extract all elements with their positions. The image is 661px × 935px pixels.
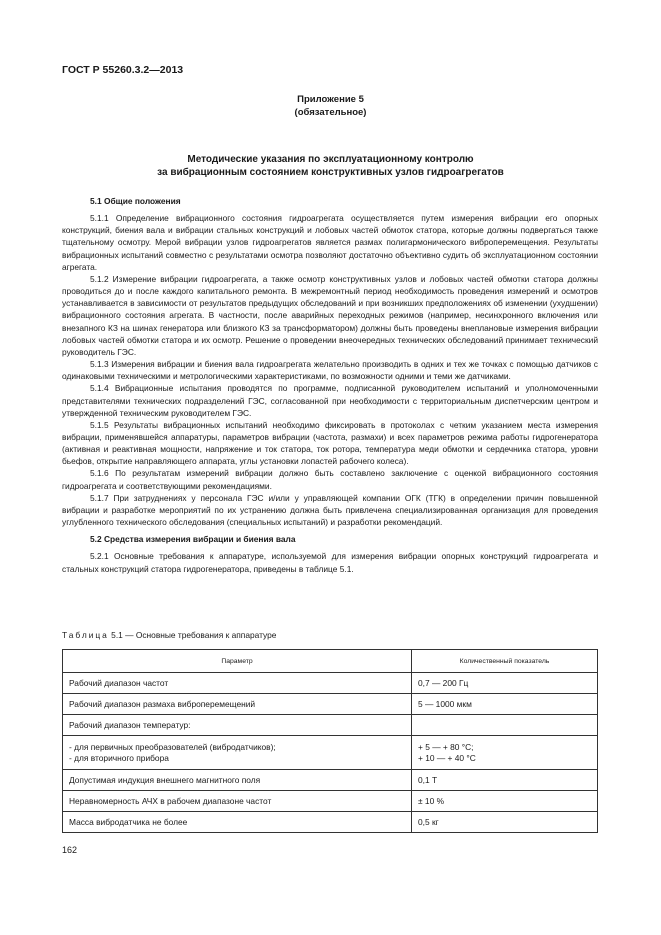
document-title: [0, 153, 661, 179]
table-row: [63, 694, 598, 715]
paragraph-5-2-1: 5.2.1 Основные требования к аппаратуре, используемой для измерения вибрации опорных конструкций гидроагрегата и стальных конструкций статора гидрогенератора, приведены в таблице 5.1.: [62, 551, 598, 574]
section-heading-5-2: 5.2 Средства измерения вибрации и биения вала: [90, 534, 296, 545]
cell-param: Рабочий диапазон частот: [63, 673, 412, 694]
annex-status: (обязательное): [294, 107, 367, 118]
table-row: [63, 770, 598, 791]
cell-value-line: + 10 — + 40 °C: [418, 752, 476, 763]
cell-value: 5 — 1000 мкм: [412, 694, 598, 715]
body-text: [62, 195, 598, 575]
cell-value: 0,1 Т: [412, 770, 598, 791]
paragraph-5-1-5: 5.1.5 Результаты вибрационных испытаний необходимо фиксировать в протоколах с четким указанием места измерения вибрации, применявшейся аппаратуры, параметров вибрации (частота, размахи) и всех параметров режима работы гидрогенератора (активная и реактивная мощности, напряжение и ток статора, ток ротора, температура меди обмотки и сердечника статора, уровни бьефов, открытие направляющего аппарата, углы установки лопастей рабочего колеса).: [62, 419, 598, 467]
annex-label: Приложение 5: [297, 94, 364, 105]
table-row: [63, 736, 598, 770]
paragraph-5-1-7: 5.1.7 При затруднениях у персонала ГЭС и/или у управляющей компании ОГК (ТГК) в определении причин повышенной вибрации и разработке мероприятий по их устранению должна быть привлечена специализированная организация для проведения углубленного технического обследования (специальных испытаний) и разработки рекомендаций.: [62, 492, 598, 528]
header-param: Параметр: [63, 650, 412, 673]
cell-value: [412, 736, 598, 770]
cell-param: Неравномерность АЧХ в рабочем диапазоне частот: [63, 791, 412, 812]
cell-param-line: - для первичных преобразователей (вибродатчиков);: [69, 741, 276, 752]
cell-param: Рабочий диапазон температур:: [63, 715, 412, 736]
requirements-table: [62, 649, 598, 833]
standard-header: ГОСТ Р 55260.3.2—2013: [62, 64, 184, 76]
paragraph-5-1-6: 5.1.6 По результатам измерений вибрации должно быть составлено заключение с оценкой вибрационного состояния гидроагрегата и соответствующими рекомендациями.: [62, 468, 598, 491]
table-row: [63, 812, 598, 833]
table-caption-text: 5.1 — Основные требования к аппаратуре: [111, 630, 277, 640]
cell-param: Рабочий диапазон размаха виброперемещений: [63, 694, 412, 715]
table-header-row: [63, 650, 598, 673]
paragraph-5-1-1: 5.1.1 Определение вибрационного состояния гидроагрегата осуществляется путем измерения вибрации его опорных конструкций, биения вала и вибрации стальных конструкций и лобовых частей обмоток статора, которые должны подвергаться также тщательному осмотру. Мерой вибрации узлов гидроагрегатов является размах полигармонического виброперемещения. Результаты вибрационных испытаний совместно с результатами осмотра позволяют достаточно объективно судить об эксплуатационном состоянии агрегата.: [62, 213, 598, 272]
cell-value: [412, 715, 598, 736]
paragraph-5-1-2: 5.1.2 Измерение вибрации гидроагрегата, а также осмотр конструктивных узлов и лобовых частей обмотки статора должны проводиться до и после каждого капитального ремонта. В межремонтный период необходимость проведения измерений и осмотров устанавливается в зависимости от результатов предыдущих обследований и при возникших предположениях об изменении (ухудшении) вибрационного состояния агрегата. В частности, после аварийных переходных режимов (например, несинхронного включения или внезапного КЗ на шинах генератора или близкого КЗ за трансформатором) должны быть проведены внеплановые измерения вибрации лобовых частей обмотки статора и их осмотр. Решение о проведении внеочередных технических обследований принимает технический руководитель ГЭС.: [62, 273, 598, 357]
header-value: Количественный показатель: [412, 650, 598, 673]
table-row: [63, 715, 598, 736]
title-line-2: за вибрационным состоянием конструктивных узлов гидроагрегатов: [157, 167, 504, 178]
annex-heading: [0, 93, 661, 119]
cell-param: [63, 736, 412, 770]
table-row: [63, 673, 598, 694]
cell-value: 0,7 — 200 Гц: [412, 673, 598, 694]
page-number: 162: [62, 845, 78, 855]
title-line-1: Методические указания по эксплуатационному контролю: [187, 154, 474, 165]
cell-param-line: - для вторичного прибора: [69, 752, 169, 763]
cell-value: ± 10 %: [412, 791, 598, 812]
cell-value: 0,5 кг: [412, 812, 598, 833]
paragraph-5-1-3: 5.1.3 Измерения вибрации и биения вала гидроагрегата желательно производить в одних и тех же точках с помощью датчиков с одинаковыми техническими и метрологическими характеристиками, по возможности одними и теми же датчиками.: [62, 359, 598, 382]
cell-value-line: + 5 — + 80 °C;: [418, 741, 474, 752]
cell-param: Масса вибродатчика не более: [63, 812, 412, 833]
table-caption: [62, 630, 276, 640]
table-caption-word: Таблица: [62, 630, 109, 640]
section-heading-5-1: 5.1 Общие положения: [90, 196, 181, 206]
paragraph-5-1-4: 5.1.4 Вибрационные испытания проводятся по программе, подписанной руководителем испытаний и уполномоченными представителями технических подразделений ГЭС, согласованной при необходимости с территориальным диспетчерским центром и утвержденной техническим руководителем ГЭС.: [62, 383, 598, 418]
table-row: [63, 791, 598, 812]
cell-param: Допустимая индукция внешнего магнитного поля: [63, 770, 412, 791]
